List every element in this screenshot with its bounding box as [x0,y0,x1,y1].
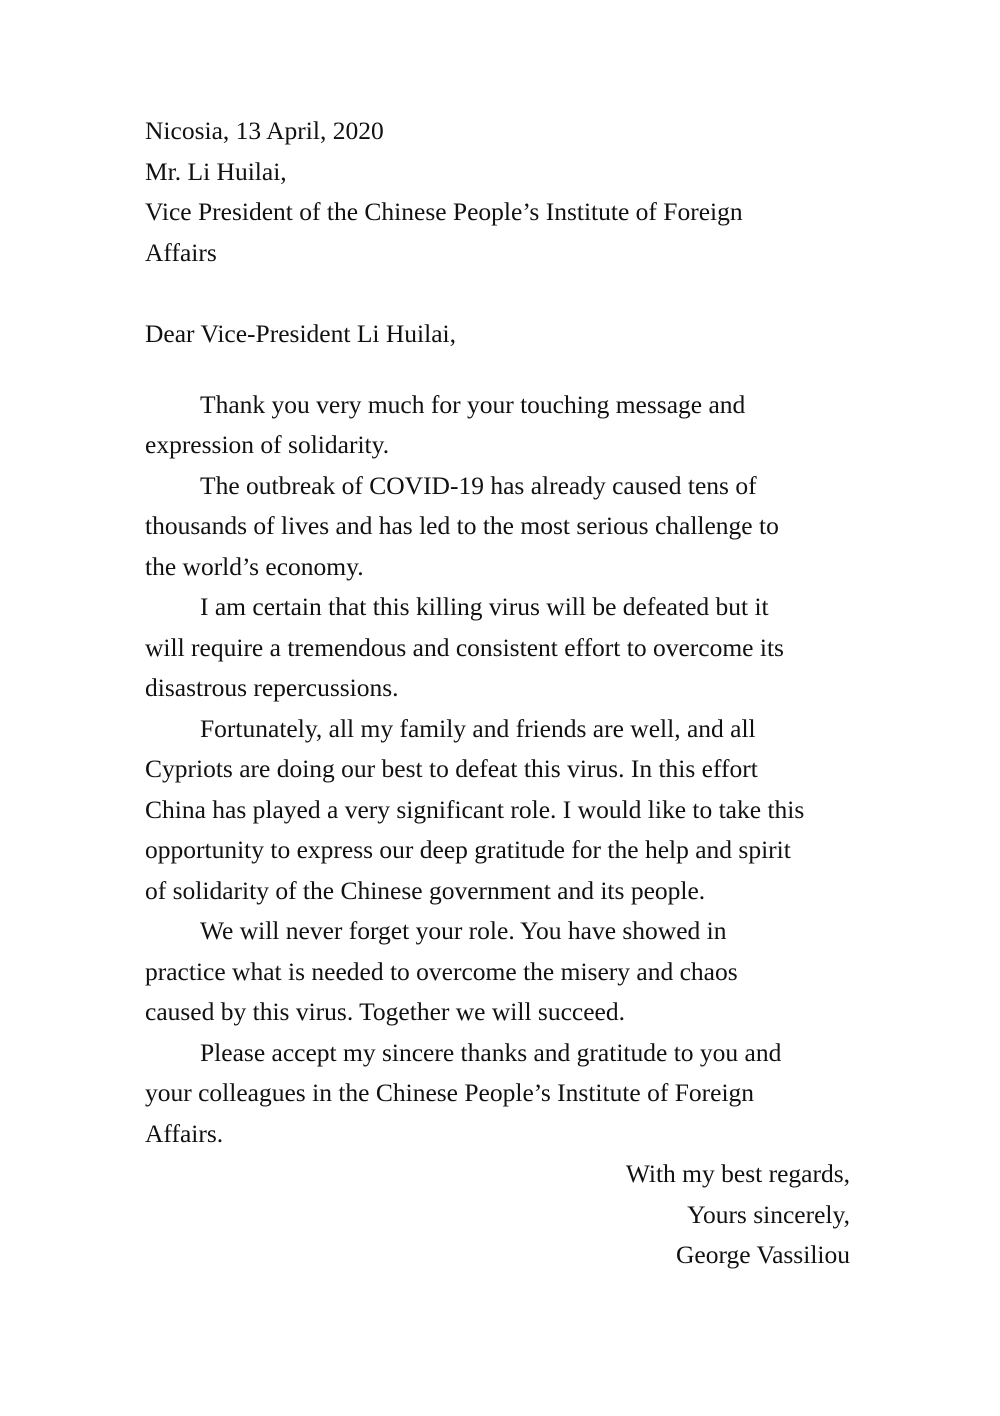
body-paragraph-5 [145,911,850,1033]
paragraph-line: Thank you very much for your touching message and [200,389,746,419]
recipient-title-line2: Affairs [145,237,217,267]
letter-closing [145,1154,850,1276]
closing-sign-off: Yours sincerely, [687,1199,850,1229]
body-paragraph-4 [145,709,850,912]
recipient-name: Mr. Li Huilai, [145,156,287,186]
paragraph-line: Affairs. [145,1118,224,1148]
salutation: Dear Vice-President Li Huilai, [145,319,456,348]
paragraph-line: Fortunately, all my family and friends are well, and all [200,713,756,743]
spacer [145,273,850,314]
paragraph-line: expression of solidarity. [145,430,390,459]
body-paragraph-2 [145,466,850,588]
paragraph-line: of solidarity of the Chinese government and its people. [145,875,706,905]
spacer [145,355,850,385]
paragraph-line: thousands of lives and has led to the most serious challenge to [145,511,779,540]
paragraph-line: China has played a very significant role. I would like to take this [145,794,805,824]
paragraph-line: disastrous repercussions. [145,673,399,702]
letter-header [145,111,850,273]
paragraph-line: Cypriots are doing our best to defeat this virus. In this effort [145,754,758,783]
place-date: Nicosia, 13 April, 2020 [145,116,384,145]
paragraph-line: your colleagues in the Chinese People’s Institute of Foreign [145,1078,755,1107]
letter-body [145,385,850,1155]
letter-content [145,111,850,1276]
signatory-name: George Vassiliou [675,1240,850,1269]
paragraph-line: The outbreak of COVID-19 has already caused tens of [200,470,757,500]
paragraph-line: will require a tremendous and consistent effort to overcome its [145,632,784,662]
paragraph-line: We will never forget your role. You have showed in [200,916,727,945]
paragraph-line: caused by this virus. Together we will succeed. [145,997,625,1026]
body-paragraph-3 [145,587,850,709]
paragraph-line: Please accept my sincere thanks and gratitude to you and [200,1037,782,1067]
body-paragraph-1 [145,385,850,466]
paragraph-line: the world’s economy. [145,551,364,581]
closing-regards: With my best regards, [625,1159,850,1188]
recipient-title-line1: Vice President of the Chinese People’s Institute of Foreign [145,197,743,226]
paragraph-line: opportunity to express our deep gratitude for the help and spirit [145,835,791,864]
paragraph-line: I am certain that this killing virus will be defeated but it [200,592,769,621]
body-paragraph-6 [145,1033,850,1155]
paragraph-line: practice what is needed to overcome the misery and chaos [145,956,738,986]
